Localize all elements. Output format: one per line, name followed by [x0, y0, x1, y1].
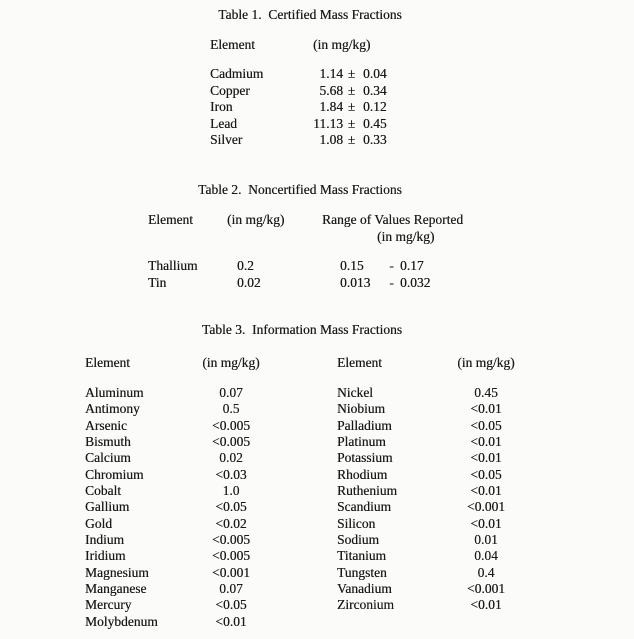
- table-row: [210, 99, 400, 116]
- mass-fraction-value-left: 1.0: [222, 483, 240, 499]
- element-name-left: Arsenic: [85, 417, 127, 433]
- mass-fraction-value-right: 0.45: [474, 385, 498, 400]
- element-name-right: Niobium: [337, 401, 386, 417]
- table2-title: Table 2. Noncertified Mass Fractions: [198, 182, 402, 197]
- table-row: [85, 614, 530, 630]
- mass-fraction-value-left: <0.01: [215, 613, 247, 629]
- table3-title: Table 3. Information Mass Fractions: [201, 322, 402, 337]
- table-row: [210, 116, 400, 133]
- element-name-right: Zirconium: [337, 597, 394, 613]
- column-gap: [272, 385, 337, 401]
- mass-fraction-value: 0.2: [237, 258, 254, 273]
- mass-fraction-value-right: <0.05: [470, 417, 502, 433]
- element-name-left: Bismuth: [85, 434, 131, 450]
- element-name: Copper: [210, 82, 250, 98]
- plus-minus-sign: ±: [347, 99, 356, 114]
- table2-header-element: Element: [148, 212, 193, 227]
- column-gap: [272, 614, 337, 630]
- table3-rows: [85, 385, 530, 630]
- table-row: [85, 499, 530, 515]
- column-gap: [272, 532, 337, 548]
- mass-fraction-value-right: [442, 614, 530, 630]
- column-gap: [272, 516, 337, 532]
- mass-fraction-value-right: <0.001: [467, 581, 505, 597]
- uncertainty-value: 0.12: [363, 99, 387, 114]
- mass-fraction-value-right: <0.05: [470, 466, 502, 482]
- table-row: [148, 257, 445, 274]
- mass-fraction-value-right: <0.01: [470, 597, 502, 613]
- table-row: [85, 401, 530, 417]
- element-name-right: Scandium: [337, 499, 391, 515]
- range-high-value: 0.032: [400, 275, 431, 290]
- mass-fraction-value-left: <0.05: [215, 597, 247, 613]
- mass-fraction-value-right: <0.01: [470, 450, 502, 466]
- mass-fraction-value-left: <0.005: [212, 434, 250, 450]
- element-name: Silver: [210, 132, 243, 147]
- element-name-right: Tungsten: [337, 564, 387, 580]
- element-name: Tin: [148, 275, 167, 290]
- uncertainty-value: 0.04: [363, 66, 387, 81]
- element-name: Lead: [210, 115, 237, 131]
- mass-fraction-value-right: <0.01: [470, 401, 502, 417]
- element-name-left: Iridium: [85, 548, 126, 564]
- mass-fraction-value-right: <0.001: [467, 499, 505, 515]
- table-row: [210, 132, 400, 149]
- mass-fraction-value: 11.13: [313, 115, 343, 131]
- column-gap: [272, 483, 337, 499]
- mass-fraction-value-left: <0.03: [215, 466, 247, 482]
- table-row: [85, 548, 530, 564]
- table3-header-value-left: (in mg/kg): [202, 355, 260, 370]
- mass-fraction-value-left: 0.5: [222, 401, 240, 417]
- column-gap: [272, 548, 337, 564]
- element-name-left: Molybdenum: [85, 613, 158, 629]
- table-row: [85, 532, 530, 548]
- element-name-right: Titanium: [337, 548, 387, 564]
- table3-header-element-right: Element: [337, 355, 382, 370]
- table2-header-range-line1: Range of Values Reported: [322, 212, 464, 227]
- uncertainty-value: 0.33: [363, 132, 387, 147]
- element-name: Thallium: [148, 258, 198, 273]
- element-name-left: Aluminum: [85, 385, 144, 400]
- column-gap: [272, 450, 337, 466]
- element-name-left: Gallium: [85, 499, 130, 515]
- table-row: [85, 516, 530, 532]
- element-name-right: Nickel: [337, 385, 373, 400]
- element-name-right: Vanadium: [337, 581, 392, 597]
- table-row: [85, 467, 530, 483]
- table2-rows: [148, 257, 445, 291]
- mass-fraction-value-left: <0.005: [212, 532, 250, 548]
- element-name-right: Platinum: [337, 434, 386, 450]
- column-gap: [272, 597, 337, 613]
- mass-fraction-value: 1.14: [319, 66, 343, 81]
- mass-fraction-value-left: <0.005: [212, 417, 250, 433]
- column-gap: [272, 499, 337, 515]
- table-row: [85, 385, 530, 401]
- column-gap: [272, 401, 337, 417]
- table-row: [210, 83, 400, 100]
- table1-header-value: (in mg/kg): [313, 37, 371, 52]
- element-name-left: Calcium: [85, 450, 131, 466]
- element-name: Cadmium: [210, 66, 264, 81]
- table-row: [85, 483, 530, 499]
- table-row: [85, 597, 530, 613]
- mass-fraction-value-right: 0.4: [477, 564, 495, 580]
- table-row: [148, 274, 445, 291]
- table2-header-value: (in mg/kg): [227, 212, 285, 227]
- table3-header-value-right: (in mg/kg): [457, 355, 515, 370]
- range-dash: -: [389, 275, 394, 290]
- plus-minus-sign: ±: [347, 115, 356, 131]
- table-row: [85, 418, 530, 434]
- mass-fraction-value: 1.08: [319, 132, 343, 147]
- table1-title: Table 1. Certified Mass Fractions: [218, 7, 402, 22]
- table3-header-element-left: Element: [85, 355, 130, 370]
- element-name-left: Antimony: [85, 401, 140, 417]
- column-gap: [272, 581, 337, 597]
- mass-fraction-value-left: <0.05: [215, 499, 247, 515]
- mass-fraction-value-right: 0.01: [474, 532, 498, 548]
- mass-fraction-value-right: <0.01: [470, 515, 502, 531]
- mass-fraction-value: 1.84: [319, 99, 343, 114]
- mass-fraction-value-left: 0.02: [219, 450, 243, 466]
- plus-minus-sign: ±: [347, 132, 356, 147]
- mass-fraction-value-right: <0.01: [470, 483, 502, 499]
- uncertainty-value: 0.45: [363, 115, 387, 131]
- table-row: [85, 434, 530, 450]
- table-row: [85, 565, 530, 581]
- element-name-left: Gold: [85, 515, 112, 531]
- element-name-right: [337, 614, 442, 630]
- mass-fraction-value: 0.02: [237, 275, 261, 290]
- element-name-left: Mercury: [85, 597, 132, 613]
- table1-header-element: Element: [210, 37, 255, 52]
- mass-fraction-value: 5.68: [319, 82, 343, 98]
- range-high-value: 0.17: [400, 258, 424, 273]
- element-name-right: Silicon: [337, 515, 376, 531]
- element-name-right: Potassium: [337, 450, 393, 466]
- column-gap: [272, 565, 337, 581]
- element-name-left: Indium: [85, 532, 124, 548]
- element-name-left: Cobalt: [85, 483, 121, 499]
- range-low-value: 0.15: [340, 258, 364, 273]
- element-name-left: Chromium: [85, 466, 144, 482]
- mass-fraction-value-left: <0.02: [215, 515, 247, 531]
- element-name: Iron: [210, 99, 233, 114]
- plus-minus-sign: ±: [347, 82, 356, 98]
- element-name-right: Ruthenium: [337, 483, 397, 499]
- table-row: [85, 581, 530, 597]
- table-row: [85, 450, 530, 466]
- element-name-right: Palladium: [337, 417, 392, 433]
- column-gap: [272, 418, 337, 434]
- mass-fraction-value-left: <0.005: [212, 548, 250, 564]
- table1-rows: [210, 66, 400, 149]
- table-row: [210, 66, 400, 83]
- column-gap: [272, 434, 337, 450]
- column-gap: [272, 467, 337, 483]
- element-name-right: Rhodium: [337, 466, 388, 482]
- plus-minus-sign: ±: [347, 66, 356, 81]
- mass-fraction-value-left: <0.001: [212, 564, 250, 580]
- uncertainty-value: 0.34: [363, 82, 387, 98]
- mass-fraction-value-left: 0.07: [219, 385, 243, 400]
- table2-header-range-line2: (in mg/kg): [377, 229, 435, 244]
- element-name-right: Sodium: [337, 532, 380, 548]
- range-dash: -: [389, 258, 394, 273]
- mass-fraction-value-right: 0.04: [474, 548, 498, 564]
- mass-fraction-value-right: <0.01: [470, 434, 502, 450]
- range-low-value: 0.013: [340, 275, 371, 290]
- mass-fraction-value-left: 0.07: [219, 581, 243, 597]
- element-name-left: Manganese: [85, 581, 147, 597]
- element-name-left: Magnesium: [85, 564, 149, 580]
